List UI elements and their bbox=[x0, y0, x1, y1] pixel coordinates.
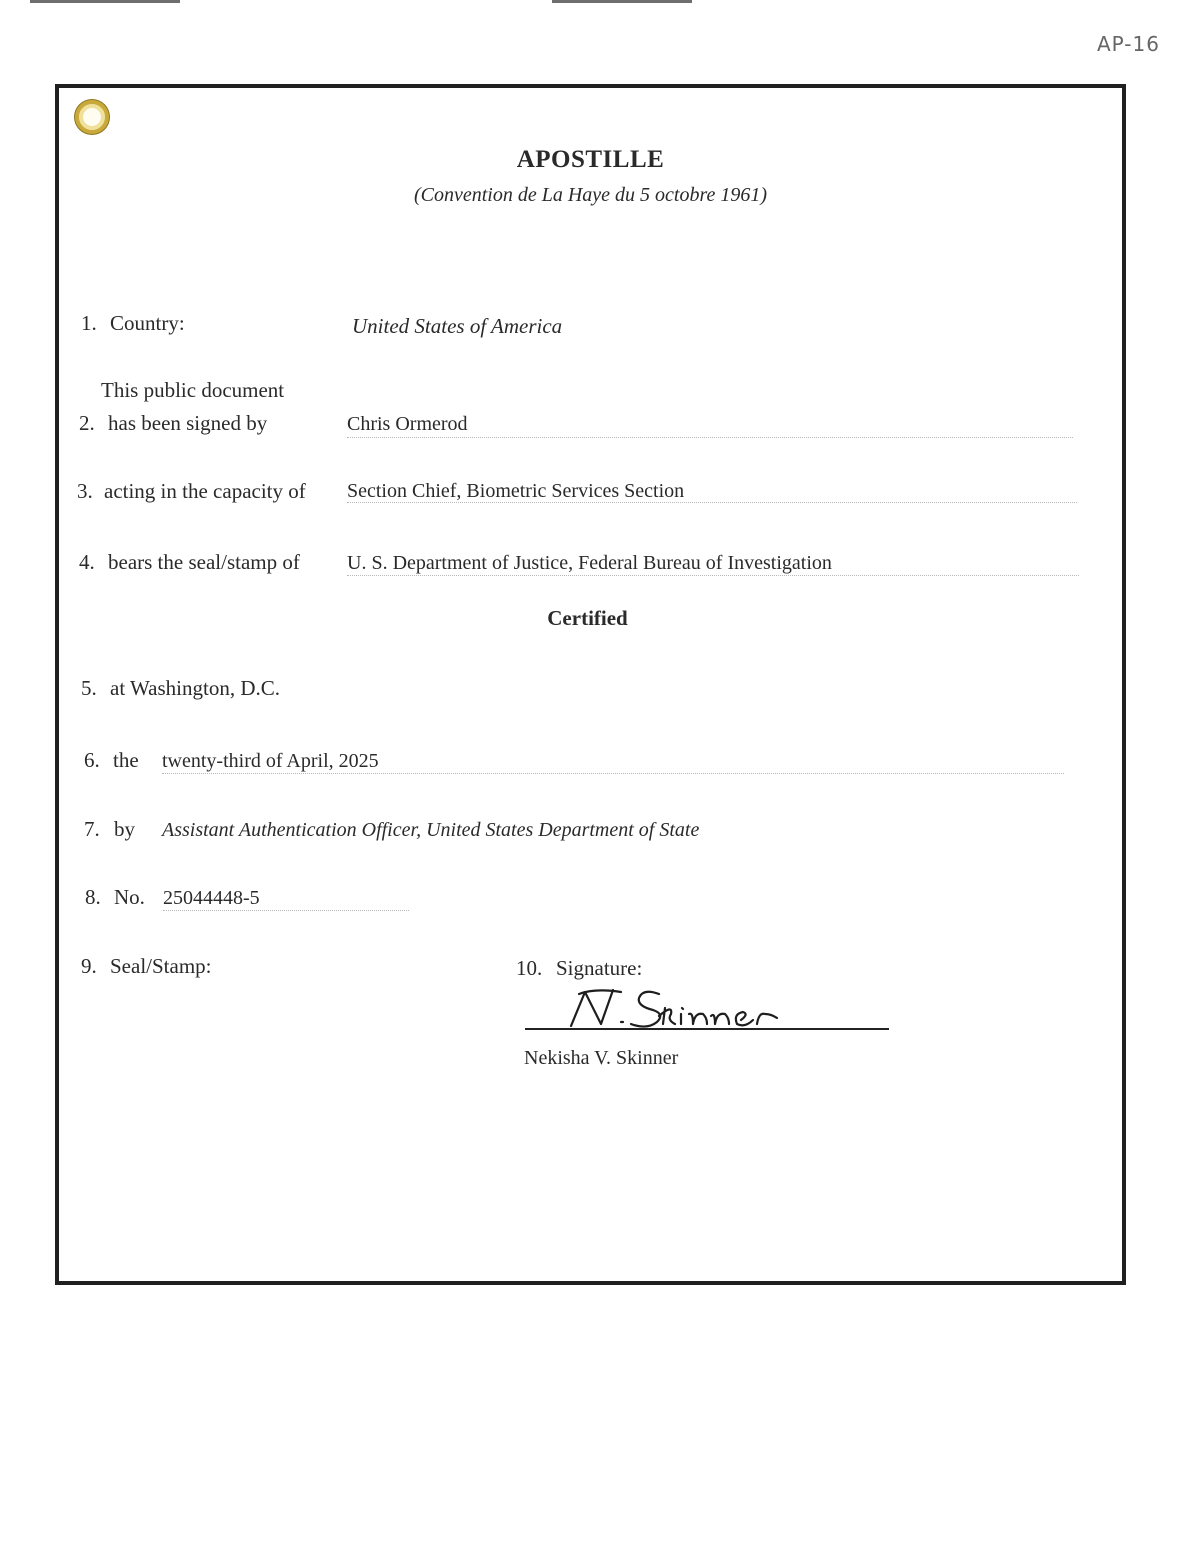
field-5-number: 5. bbox=[81, 676, 97, 700]
scan-edge-mark-center bbox=[552, 0, 692, 3]
field-8-number: 8. bbox=[85, 885, 101, 909]
field-4-underline bbox=[347, 575, 1079, 576]
field-4-value: U. S. Department of Justice, Federal Bureau of Investigation bbox=[347, 552, 832, 574]
field-7-number: 7. bbox=[84, 817, 100, 841]
field-4-number: 4. bbox=[79, 550, 95, 574]
field-6-underline bbox=[162, 773, 1064, 774]
field-2-underline bbox=[347, 437, 1073, 438]
field-6-label: the bbox=[113, 748, 139, 772]
field-2-label: has been signed by bbox=[108, 411, 268, 435]
apostille-certificate bbox=[55, 84, 1126, 1285]
field-8-value: 25044448-5 bbox=[163, 887, 260, 909]
field-6-number: 6. bbox=[84, 748, 100, 772]
field-9-number: 9. bbox=[81, 954, 97, 978]
field-3-value: Section Chief, Biometric Services Section bbox=[347, 480, 685, 502]
field-1-number: 1. bbox=[81, 311, 97, 335]
field-7-label: by bbox=[114, 817, 135, 841]
field-1-value: United States of America bbox=[352, 314, 563, 338]
grommet-icon bbox=[75, 100, 109, 134]
signer-name: Nekisha V. Skinner bbox=[524, 1047, 679, 1069]
field-2-value: Chris Ormerod bbox=[347, 413, 468, 435]
field-10-label: Signature: bbox=[556, 956, 643, 980]
field-7-value: Assistant Authentication Officer, United States Department of State bbox=[162, 819, 700, 841]
field-3-underline bbox=[347, 502, 1077, 503]
certified-heading: Certified bbox=[547, 606, 628, 630]
certificate-title: APOSTILLE bbox=[516, 146, 665, 173]
field-8-label: No. bbox=[114, 885, 145, 909]
scan-edge-mark-left bbox=[30, 0, 180, 3]
signature-line bbox=[525, 1028, 889, 1030]
certificate-subtitle: (Convention de La Haye du 5 octobre 1961) bbox=[413, 184, 768, 206]
handwritten-signature bbox=[561, 984, 821, 1032]
field-6-value: twenty-third of April, 2025 bbox=[162, 750, 379, 772]
field-4-label: bears the seal/stamp of bbox=[108, 550, 300, 574]
field-9-label: Seal/Stamp: bbox=[110, 954, 212, 978]
field-1-label: Country: bbox=[110, 311, 185, 335]
field-5-label: at Washington, D.C. bbox=[110, 676, 280, 700]
field-2-intro: This public document bbox=[101, 378, 285, 402]
handwritten-corner-note: AP-16 bbox=[1097, 32, 1160, 56]
field-3-number: 3. bbox=[77, 479, 93, 503]
field-8-underline bbox=[163, 910, 409, 911]
field-3-label: acting in the capacity of bbox=[104, 479, 306, 503]
field-2-number: 2. bbox=[79, 411, 95, 435]
field-10-number: 10. bbox=[516, 956, 543, 980]
